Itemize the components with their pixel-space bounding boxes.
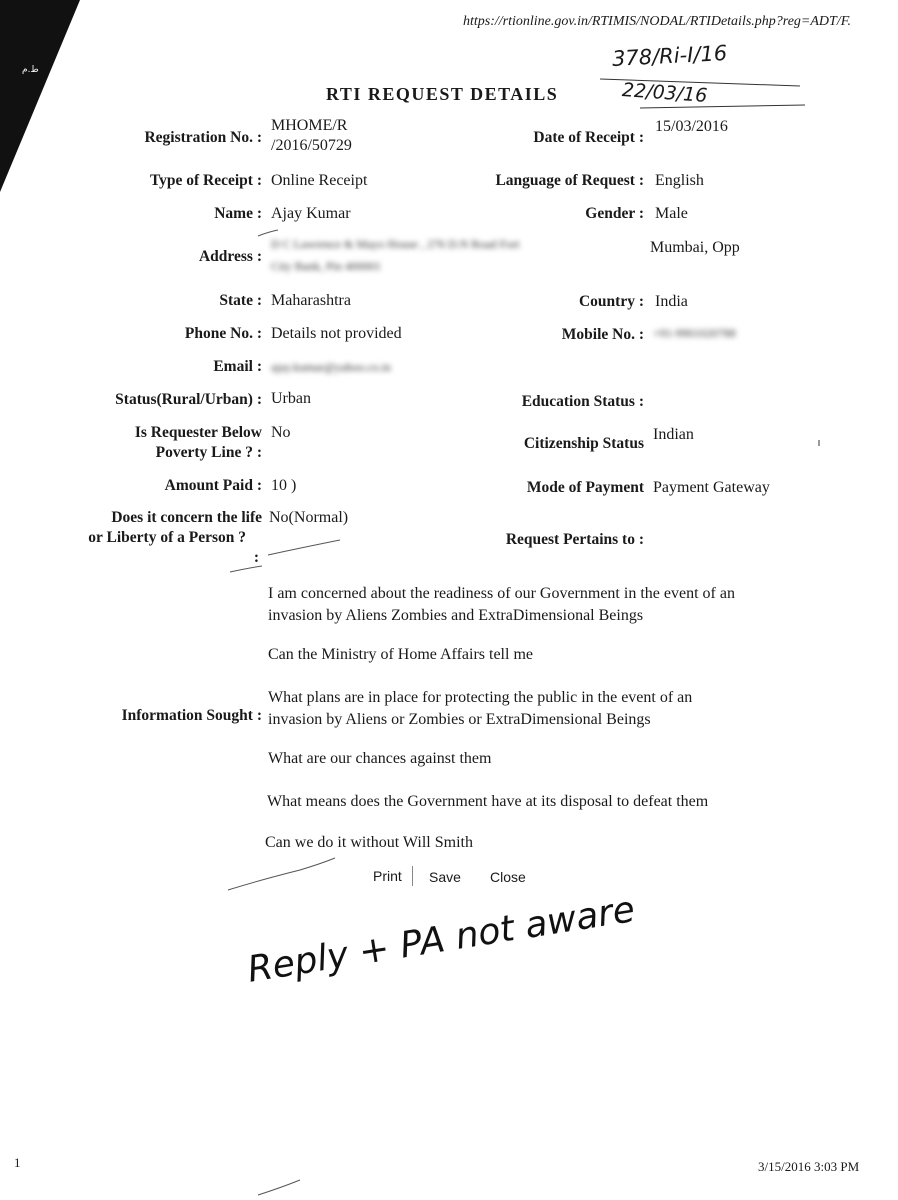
country-value: India bbox=[655, 293, 688, 310]
information-paragraph-4 bbox=[268, 748, 491, 770]
svg-text:ط.م: ط.م bbox=[22, 65, 39, 75]
handwritten-note: Reply + PA not aware bbox=[244, 889, 638, 991]
gender-value: Male bbox=[655, 205, 688, 222]
status-rural-urban-value: Urban bbox=[271, 390, 311, 407]
information-line: invasion by Aliens or Zombies or ExtraDimensional Beings bbox=[268, 711, 651, 728]
life-or-liberty-value: No(Normal) bbox=[269, 509, 349, 526]
state-value: Maharashtra bbox=[271, 292, 351, 309]
mobile-no-label: Mobile No. : bbox=[561, 326, 644, 343]
address-value-line1-tail: Mumbai, Opp bbox=[650, 239, 740, 256]
type-of-receipt-label: Type of Receipt : bbox=[149, 172, 262, 189]
address-label: Address : bbox=[198, 248, 262, 265]
amount-paid-label: Amount Paid : bbox=[164, 477, 262, 494]
information-paragraph-1 bbox=[268, 583, 735, 627]
print-button[interactable]: Print bbox=[373, 868, 402, 884]
information-line: Can we do it without Will Smith bbox=[265, 834, 473, 851]
type-of-receipt-value: Online Receipt bbox=[271, 172, 368, 189]
amount-paid-value: 10 ) bbox=[271, 477, 297, 494]
email-value-redacted: ajay.kumar@yahoo.co.in bbox=[271, 360, 391, 374]
information-line: Can the Ministry of Home Affairs tell me bbox=[268, 646, 533, 663]
registration-no-value-line1: MHOME/R bbox=[271, 117, 348, 134]
date-of-receipt-value: 15/03/2016 bbox=[655, 118, 728, 135]
close-button[interactable]: Close bbox=[490, 869, 526, 885]
language-of-request-label: Language of Request : bbox=[495, 172, 644, 189]
gender-label: Gender : bbox=[585, 205, 644, 222]
information-line: What are our chances against them bbox=[268, 750, 492, 767]
state-label: State : bbox=[219, 292, 262, 309]
information-line: What plans are in place for protecting the public in the event of an bbox=[268, 689, 693, 706]
citizenship-status-label: Citizenship Status bbox=[523, 435, 644, 452]
phone-no-label: Phone No. : bbox=[184, 325, 262, 342]
address-value-line2-redacted: City Bank, Pin 400001 bbox=[271, 259, 382, 273]
registration-no-label: Registration No. : bbox=[144, 129, 262, 146]
information-line: invasion by Aliens Zombies and ExtraDimensional Beings bbox=[268, 607, 644, 624]
life-or-liberty-label-line3: : bbox=[253, 549, 259, 566]
information-sought-label: Information Sought : bbox=[121, 707, 262, 724]
language-of-request-value: English bbox=[655, 172, 704, 189]
address-value-line1-redacted: D C Lawrence & Mayo House , 276 D.N Road Fort bbox=[271, 237, 520, 251]
life-or-liberty-label-line1: Does it concern the life bbox=[111, 509, 262, 526]
margin-speck bbox=[818, 440, 820, 446]
name-value: Ajay Kumar bbox=[271, 205, 351, 222]
information-line: I am concerned about the readiness of our Government in the event of an bbox=[268, 585, 735, 602]
below-poverty-line-label-line1: Is Requester Below bbox=[134, 424, 262, 441]
country-label: Country : bbox=[578, 293, 644, 310]
email-label: Email : bbox=[213, 358, 262, 375]
information-paragraph-2 bbox=[268, 644, 533, 666]
below-poverty-line-value: No bbox=[271, 424, 291, 441]
information-paragraph-6 bbox=[265, 832, 473, 854]
mobile-no-value-redacted: +91-9901020788 bbox=[653, 326, 736, 340]
education-status-label: Education Status : bbox=[521, 393, 644, 410]
mode-of-payment-label: Mode of Payment bbox=[526, 479, 644, 496]
save-button[interactable]: Save bbox=[429, 869, 461, 885]
button-divider bbox=[412, 866, 413, 886]
corner-triangle-mark bbox=[0, 0, 80, 200]
citizenship-status-value: Indian bbox=[653, 426, 694, 443]
print-timestamp: 3/15/2016 3:03 PM bbox=[758, 1159, 860, 1174]
page-url: https://rtionline.gov.in/RTIMIS/NODAL/RTIDetails.php?reg=ADT/F. bbox=[463, 14, 851, 29]
status-rural-urban-label: Status(Rural/Urban) : bbox=[115, 391, 262, 408]
date-of-receipt-label: Date of Receipt : bbox=[533, 129, 644, 146]
phone-no-value: Details not provided bbox=[271, 325, 402, 342]
information-paragraph-3 bbox=[268, 687, 692, 731]
mode-of-payment-value: Payment Gateway bbox=[653, 479, 770, 496]
information-paragraph-5 bbox=[267, 791, 708, 813]
name-label: Name : bbox=[214, 205, 262, 222]
request-pertains-to-label: Request Pertains to : bbox=[505, 531, 644, 548]
below-poverty-line-label-line2: Poverty Line ? : bbox=[155, 444, 262, 461]
handwritten-reference-number: 378/Ri-I/16 bbox=[611, 41, 728, 71]
information-line: What means does the Government have at its disposal to defeat them bbox=[267, 793, 709, 810]
handwritten-underline-2 bbox=[640, 105, 805, 109]
page-title: RTI REQUEST DETAILS bbox=[326, 84, 559, 104]
page-number: 1 bbox=[14, 1155, 21, 1170]
life-or-liberty-label-line2: or Liberty of a Person ? bbox=[88, 529, 246, 546]
registration-no-value-line2: /2016/50729 bbox=[271, 137, 352, 154]
handwritten-reference-date: 22/03/16 bbox=[621, 79, 709, 107]
